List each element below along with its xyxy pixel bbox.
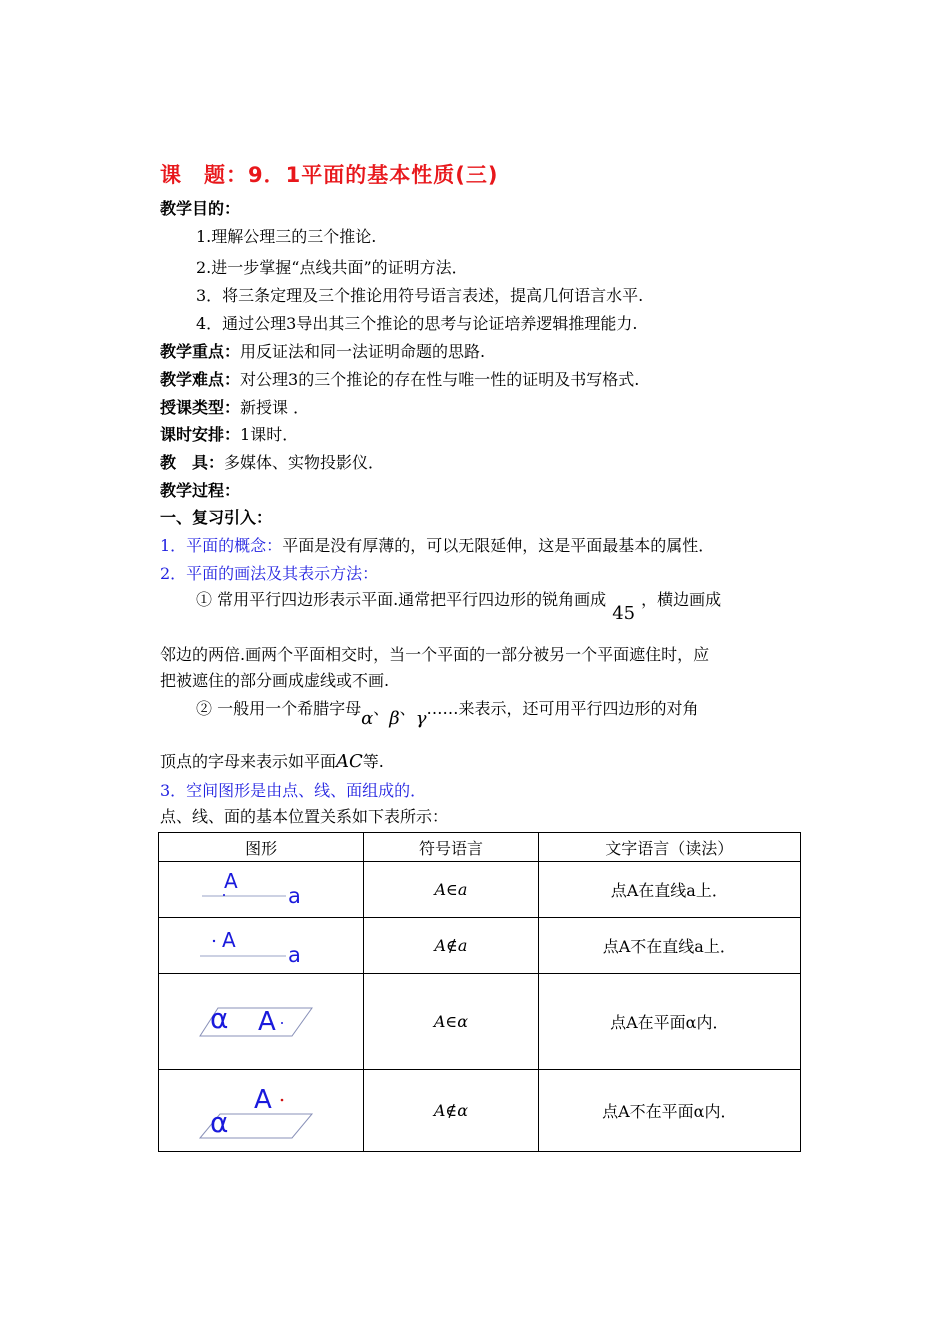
hours-text: 1课时． [240, 425, 299, 444]
lesson-type-row [160, 397, 309, 419]
figure-cell [159, 1070, 364, 1152]
tools-text: 多媒体、实物投影仪． [224, 453, 385, 472]
table-row [159, 974, 801, 1070]
para2-text-3: 顶点的字母来表示如平面 [160, 752, 337, 771]
column-header: 符号语言 [364, 833, 538, 862]
plane-label-ac: AC [336, 751, 363, 772]
table-intro: 点、线、面的基本位置关系如下表所示： [160, 807, 449, 826]
symbol-cell [364, 862, 538, 918]
para2-text: ② 一般用一个希腊字母 [196, 699, 362, 718]
goal-item: 1.理解公理三的三个推论. [196, 227, 377, 246]
difficulty-text: 对公理3的三个推论的存在性与唯一性的证明及书写格式. [240, 370, 640, 389]
table-row [159, 862, 801, 918]
table-header-row [159, 833, 801, 862]
separator: 、 [373, 699, 390, 718]
symbol-cell [364, 974, 538, 1070]
item1-label: 1．平面的概念： [160, 536, 283, 555]
tools-label: 教 具： [160, 453, 225, 472]
point-on-line-figure [196, 870, 326, 910]
paragraph-1 [196, 589, 722, 624]
section-heading: 一、复习引入： [160, 508, 273, 527]
goal-item: 3．将三条定理及三个推论用符号语言表述，提高几何语言水平. [196, 286, 644, 305]
goals-heading: 教学目的： [160, 199, 241, 218]
key-point-label: 教学重点： [160, 342, 241, 361]
table-row [159, 1070, 801, 1152]
column-header: 图形 [159, 833, 364, 862]
hours-row [160, 424, 298, 446]
point-outside-plane-figure [196, 1078, 326, 1144]
difficulty-row [160, 369, 639, 391]
greek-alpha: α [361, 708, 374, 729]
symbol-cell [364, 918, 538, 974]
figure-point-label: A [254, 1084, 272, 1115]
figure-plane-label: α [210, 1001, 229, 1035]
figure-line-label: a [288, 883, 302, 908]
point-off-line-figure [196, 926, 326, 966]
paragraph-1-cont: 邻边的两倍.画两个平面相交时，当一个平面的一部分被另一个平面遮住时，应 [160, 645, 710, 664]
item2-label: 2．平面的画法及其表示方法： [160, 564, 379, 583]
column-header: 文字语言（读法） [538, 833, 800, 862]
figure-line-label: a [288, 942, 302, 966]
item1-row [160, 535, 714, 557]
difficulty-label: 教学难点： [160, 370, 241, 389]
figure-cell [159, 974, 364, 1070]
reading-cell: 点A在直线a上． [538, 862, 800, 918]
greek-beta: β [389, 708, 400, 729]
greek-gamma: γ [415, 708, 427, 729]
reading-cell: 点A在平面α内． [538, 974, 800, 1070]
lesson-type-text: 新授课 ． [240, 398, 310, 417]
para2-text-2: ……来表示，还可用平行四边形的对角 [426, 699, 699, 718]
para2-text-4: 等. [362, 752, 384, 771]
relation-table [158, 832, 801, 1152]
item1-text: 平面是没有厚薄的，可以无限延伸，这是平面最基本的属性． [282, 536, 715, 555]
angle-value: 45 [612, 603, 636, 624]
symbol-text: A∈α [433, 1012, 469, 1031]
item3: 3．空间图形是由点、线、面组成的． [160, 781, 427, 800]
key-point-row [160, 341, 485, 363]
paragraph-2-cont [160, 751, 384, 773]
paragraph-2 [196, 698, 699, 729]
figure-cell [159, 862, 364, 918]
separator: 、 [399, 699, 416, 718]
symbol-text: A∉α [433, 1101, 469, 1120]
figure-point-label: A [222, 927, 236, 952]
paragraph-1-end: 把被遮住的部分画成虚线或不画. [160, 671, 390, 690]
reading-cell: 点A不在平面α内． [538, 1070, 800, 1152]
key-point-text: 用反证法和同一法证明命题的思路. [240, 342, 486, 361]
figure-cell [159, 918, 364, 974]
tools-row [160, 452, 384, 474]
goal-item: 4．通过公理3导出其三个推论的思考与论证培养逻辑推理能力. [196, 314, 638, 333]
table-row [159, 918, 801, 974]
figure-point-label: A [258, 1006, 276, 1037]
symbol-cell [364, 1070, 538, 1152]
process-heading: 教学过程： [160, 481, 241, 500]
goal-item: 2.进一步掌握“点线共面”的证明方法． [196, 258, 468, 277]
para1-text: ① 常用平行四边形表示平面.通常把平行四边形的锐角画成 [196, 590, 607, 609]
lesson-type-label: 授课类型： [160, 398, 241, 417]
hours-label: 课时安排： [160, 425, 241, 444]
para1-text-2: ，横边画成 [641, 590, 722, 609]
symbol-text: A∉a [434, 936, 468, 955]
reading-cell: 点A不在直线a上． [538, 918, 800, 974]
symbol-text: A∈a [434, 880, 468, 899]
lesson-title: 课 题：9．1平面的基本性质(三) [160, 163, 499, 187]
figure-point-label: A [224, 869, 238, 893]
figure-plane-label: α [210, 1105, 229, 1139]
point-in-plane-figure [196, 992, 326, 1052]
